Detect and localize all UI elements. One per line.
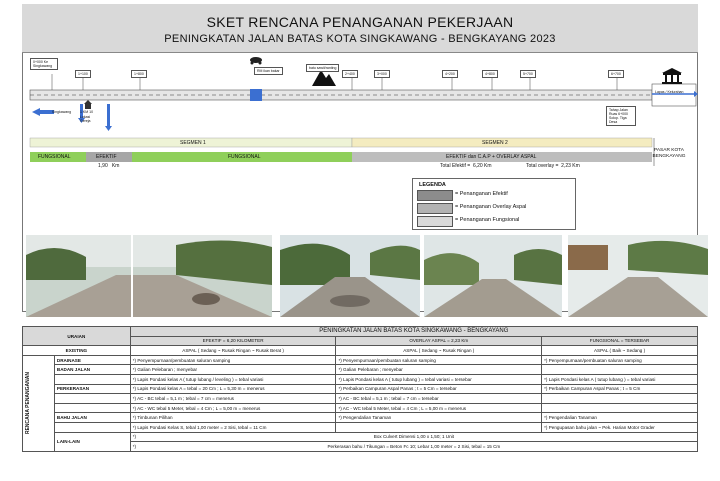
right-arrow-label: Lapas / Kelurahan: [655, 90, 684, 94]
col-overlay: OVERLAY ASPAL = 2,23 Km: [336, 336, 542, 346]
efektif-cap-label: EFEKTIF dan C.A.P + OVERLAY ASPAL: [446, 154, 537, 160]
station-2: 1+800: [131, 70, 147, 78]
culvert-marker: [250, 89, 262, 101]
side-label-cell: [23, 355, 55, 451]
left-note: 1 KM 10 Lokasi Gereja: [80, 110, 94, 123]
page-subtitle: PENINGKATAN JALAN BATAS KOTA SINGKAWANG - BENGKAYANG 2023: [164, 33, 556, 45]
existing-efektif: ASPAL ( Sedang ~ Rusak Ringan ~ Rusak Berat ): [130, 346, 336, 356]
right-note: Tahap Jalan Ruas 6+000 Solop. Tiga Desa: [606, 106, 636, 126]
row-fungsional: [542, 365, 698, 375]
row-label: [54, 374, 130, 384]
lain-row-2: [130, 442, 697, 452]
existing-fungsional: ASPAL ( Baik ~ Sedang ): [542, 346, 698, 356]
road-photo-2: [280, 235, 420, 317]
pasar-label: PASAR KOTA BENGKAYANG: [652, 148, 686, 159]
existing-label: EXISTING: [23, 346, 131, 356]
row-efektif: *) Lapis Pondasi kelas A = tebal = 20 Cm ; L = 5,30 m = menerus: [130, 384, 336, 394]
row-overlay: *) Lapis Pondasi kelas A ( tutup lubang ) = tebal variasi = tersebar: [336, 374, 542, 384]
row-label: BAHU JALAN: [54, 413, 130, 423]
station-4: 3+000: [374, 70, 390, 78]
table-row: [23, 413, 698, 423]
lain-1-marker: *): [132, 434, 137, 440]
station-0: 0+000 Ke Singkawang: [30, 58, 58, 70]
table-row: [23, 374, 698, 384]
row-overlay: *) Perbaikan Campuran Aspal Panas ; t = 5 Cm = tersebar: [336, 384, 542, 394]
existing-overlay: ASPAL ( Sedang ~ Rusak Ringan ): [336, 346, 542, 356]
handling-table: [22, 326, 698, 452]
row-fungsional: [542, 403, 698, 413]
length-a: 1,90 Km: [98, 163, 120, 169]
row-fungsional: *) Penyempurnaan/pembuatan saluran samping: [542, 355, 698, 365]
left-arrow-head: [32, 108, 40, 116]
legend-title: LEGENDA: [419, 182, 446, 188]
row-efektif: *) Penyempurnaan/pembuatan saluran samping: [130, 355, 336, 365]
rm-label: RM ikan bakar: [254, 67, 283, 75]
station-6: 4+800: [482, 70, 498, 78]
legend: [412, 178, 576, 230]
station-8: 6+700: [608, 70, 624, 78]
total-overlay: Total overlay = 2,23 Km: [526, 163, 580, 169]
table-row: [23, 403, 698, 413]
segment-2-label: SEGMEN 2: [482, 140, 508, 146]
row-label: [54, 403, 130, 413]
legend-swatch-fungsional: [417, 216, 453, 227]
car-icon: [250, 57, 262, 65]
lain-2-marker: *): [132, 443, 137, 449]
row-fungsional: [542, 394, 698, 404]
page-title: SKET RENCANA PENANGANAN PEKERJAAN: [206, 14, 514, 30]
table-row: [23, 384, 698, 394]
row-overlay: *) AC - WC tebal 5 Meter, tebal = 4 Cm ; L = 5,00 m = menerus: [336, 403, 542, 413]
down-arrow-b: [107, 104, 110, 126]
segment-1-label: SEGMEN 1: [180, 140, 206, 146]
house-icon: [84, 100, 92, 109]
table-title: PENINGKATAN JALAN BATAS KOTA SINGKAWANG - BENGKAYANG: [130, 327, 697, 337]
uraian-header: URAIAN: [23, 327, 131, 346]
table-row: [23, 432, 698, 442]
station-3: 2+400: [342, 70, 358, 78]
row-label: DRAINASE: [54, 355, 130, 365]
lain-1-text: Box Culvert Dimensi 1,00 x 1,50; 1 Unit: [373, 434, 454, 440]
row-fungsional: *) Perbaikan Campuran Aspal Panas ; t = 5 Cm: [542, 384, 698, 394]
station-7: 5+700: [520, 70, 536, 78]
title-box: [22, 4, 698, 53]
row-efektif: *) Lapis Pondasi kelas A ( tutup lubang / leveling ) = tebal variasi: [130, 374, 336, 384]
col-fungsional: FUNGSIONAL = TERSEBAR: [542, 336, 698, 346]
row-overlay: *) Penyempurnaan/pembuatan saluran samping: [336, 355, 542, 365]
table-row: [23, 365, 698, 375]
row-efektif: *) Lapis Pondasi Kelas S, tebal 1,00 meter = 2 Sisi, tebal = 11 Cm: [130, 422, 336, 432]
lain-2-text: Perkerasan bahu / Tikungan = Beton Fc 10; Lebar 1,00 meter = 2 Sisi, tebal = 15 Cm: [327, 443, 501, 449]
table-row: [23, 355, 698, 365]
road-photo-1: [26, 235, 272, 317]
legend-item-overlay: = Penanganan Overlay Aspal: [455, 204, 527, 210]
efektif-a-label: EFEKTIF: [96, 154, 117, 160]
row-overlay: *) Pengendalian Tanaman: [336, 413, 542, 423]
total-efektif: Total Efektif = 6,20 Km: [440, 163, 492, 169]
row-overlay: *) AC - BC tebal = 5,1 m ; tebal = 7 cm = tersebar: [336, 394, 542, 404]
road-photo-4: [568, 235, 708, 317]
fungsional-b-label: FUNGSIONAL: [228, 154, 261, 160]
col-efektif: EFEKTIF = 6,20 KILOMETER: [130, 336, 336, 346]
legend-swatch-overlay: [417, 203, 453, 214]
row-fungsional: *) Pengupasan bahu jalan ~ Pek. Harian Motor Grader: [542, 422, 698, 432]
side-label: RENCANA PENANGANAN: [25, 372, 31, 435]
lain-row-1: [130, 432, 697, 442]
row-efektif: *) AC - WC tebal 5 Meter, tebal = 4 Cm ; L = 5,00 m = menerus: [130, 403, 336, 413]
lain-label: LAIN-LAIN: [54, 432, 130, 451]
karst-label: batu sawit/ranting: [306, 64, 339, 72]
row-fungsional: *) Lapis Pondasi kelas A ( tutup lubang ) = tebal variasi: [542, 374, 698, 384]
row-efektif: *) Galian Pelebaran ; menyebar: [130, 365, 336, 375]
station-5: 4+200: [442, 70, 458, 78]
legend-swatch-efektif: [417, 190, 453, 201]
row-efektif: *) Timbunan Pilihan: [130, 413, 336, 423]
table-row: [23, 422, 698, 432]
fungsional-a-label: FUNGSIONAL: [38, 154, 71, 160]
row-label: PERKERASAN: [54, 384, 130, 394]
pasar-block: [652, 84, 696, 106]
market-building-icon: [662, 68, 682, 84]
legend-item-fungsional: = Penanganan Fungsional: [455, 217, 520, 223]
row-overlay: *) Galian Pelebaran ; menyebar: [336, 365, 542, 375]
row-label: [54, 394, 130, 404]
station-1: 1+100: [75, 70, 91, 78]
road-photo-3: [424, 235, 562, 317]
row-label: BADAN JALAN: [54, 365, 130, 375]
mountain-icon: [312, 70, 336, 86]
table-row: [23, 394, 698, 404]
row-efektif: *) AC - BC tebal = 5,1 m ; tebal = 7 cm = menerus: [130, 394, 336, 404]
left-arrow-label: Singkawang: [52, 110, 72, 114]
legend-item-efektif: = Penanganan Efektif: [455, 191, 508, 197]
row-overlay: [336, 422, 542, 432]
row-fungsional: *) Pengendalian Tanaman: [542, 413, 698, 423]
row-label: [54, 422, 130, 432]
road-sketch: [22, 52, 698, 182]
